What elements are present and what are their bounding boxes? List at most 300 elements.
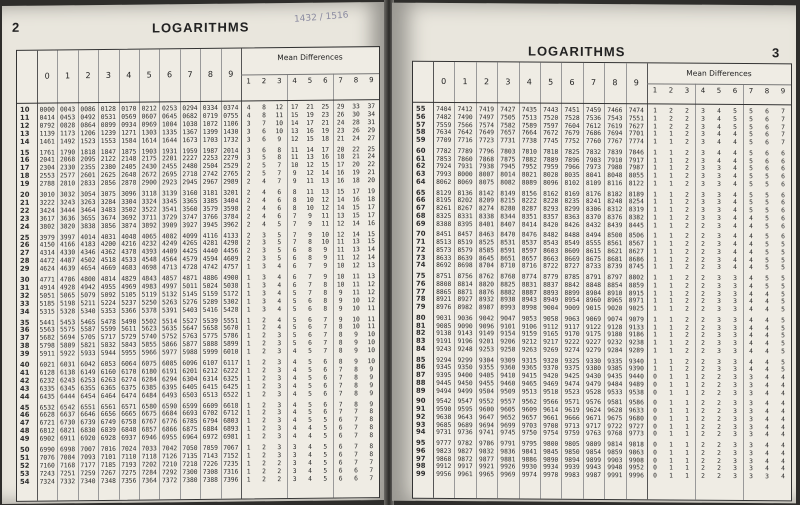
log-value: 7324 [39,478,55,486]
row-number: 79 [416,302,426,311]
log-value: 6911 [60,435,76,443]
mean-difference-value: 21 [306,103,314,111]
log-value: 9025 [628,305,644,313]
log-value: 9956 [436,470,452,479]
log-value: 7110 [121,453,137,461]
mean-difference-value: 3 [717,180,721,188]
mean-difference-value: 3 [717,264,721,272]
log-value: 9566 [543,398,559,407]
mean-difference-value: 1 [653,240,657,248]
mean-difference-value: 7 [308,262,312,270]
log-value: 9703 [521,421,537,430]
log-value: 3483 [100,206,116,214]
mean-difference-value: 6 [338,432,343,440]
log-value: 6580 [141,402,157,411]
mean-difference-value: 3 [749,442,753,450]
mean-difference-value: 1 [685,430,689,438]
row-number: 21 [20,198,30,207]
mean-difference-value: 3 [717,199,721,207]
log-value: 4425 [182,248,198,256]
mean-difference-value: 8 [277,146,282,154]
log-value: 7803 [500,148,516,156]
mean-difference-value: 1 [685,457,689,465]
log-value: 8014 [500,171,516,179]
log-value: 9576 [585,399,602,407]
mean-difference-value: 4 [308,443,312,451]
mean-difference-value: 26 [352,126,360,135]
log-value: 9965 [478,471,495,479]
mean-difference-value: 17 [367,211,376,219]
log-value: 0934 [121,121,137,129]
mean-difference-value: 1 [685,464,689,472]
mean-difference-value: 1 [246,468,251,476]
log-value: 6590 [162,402,178,410]
log-value: 4031 [100,233,116,241]
mean-difference-value: 3 [717,191,721,199]
mean-difference-value: 13 [352,238,360,246]
mean-difference-value: 6 [277,204,282,212]
column-header: 6 [569,77,575,87]
mean-difference-value: 9 [369,366,374,374]
column-header: 9 [228,69,234,79]
log-value: 5955 [121,349,137,357]
mean-difference-value: 1 [669,222,673,230]
log-value: 8382 [628,213,644,222]
log-value: 5551 [223,317,239,325]
mean-difference-value: 1 [669,206,673,214]
mean-difference-value: 16 [306,127,314,135]
mean-difference-value: 1 [246,383,251,391]
mean-difference-value: 18 [367,195,376,204]
mean-difference-value: 4 [717,107,721,115]
log-value: 6561 [100,403,116,411]
row-number: 61 [416,154,426,163]
log-value: 8176 [585,190,602,198]
mean-difference-value: 6 [292,281,297,289]
log-value: 6474 [121,392,137,400]
mean-difference-value: 5 [292,332,297,340]
log-value: 9345 [436,364,452,372]
log-value: 7152 [223,452,239,460]
mean-difference-value: 5 [292,305,297,313]
log-value: 8785 [564,273,580,281]
log-value: 8241 [585,198,602,206]
log-value: 7839 [607,148,623,156]
mean-difference-value: 1 [653,255,657,263]
log-value: 6821 [60,427,76,435]
mean-difference-value: 2 [246,178,251,186]
mean-difference-value: 4 [292,409,297,417]
log-value: 8831 [521,281,537,289]
log-value: 8561 [607,240,623,248]
log-value: 9717 [585,422,602,430]
log-value: 9809 [585,440,602,449]
mean-difference-value: 5 [765,264,769,272]
mean-difference-value: 12 [367,288,376,296]
column-header: 0 [44,71,50,81]
mean-difference-value: 5 [262,170,266,178]
mean-difference-value: 3 [277,374,282,382]
mean-difference-value: 1 [653,282,657,290]
mean-difference-value: 1 [669,297,673,305]
mean-difference-value: 1 [669,240,673,248]
mean-difference-value: 4 [292,366,297,374]
log-value: 7364 [141,476,157,485]
mean-difference-value: 6 [781,207,785,215]
mean-difference-value: 1 [669,164,673,172]
log-value: 9628 [607,407,623,415]
log-value: 9047 [500,315,516,323]
log-value: 5729 [121,333,137,342]
log-value: 7716 [457,137,473,145]
log-value: 0607 [141,113,157,121]
mean-difference-value: 9 [308,231,312,239]
mean-difference-value: 1 [669,389,673,397]
mean-difference-value: 3 [246,120,251,128]
log-value: 8149 [500,189,516,197]
mean-difference-value: 1 [246,433,251,441]
mean-difference-value: 5 [277,247,282,255]
mean-difference-value: 5 [781,348,785,356]
mean-difference-value: 9 [354,347,358,355]
log-value: 8854 [607,281,623,289]
log-value: 4843 [141,275,157,283]
log-value: 7536 [585,114,602,122]
mean-difference-value: 5 [781,340,785,348]
row-number: 23 [20,214,30,223]
log-value: 6749 [100,419,116,427]
log-value: 7924 [436,163,452,171]
mean-difference-value: 6 [781,191,785,199]
mean-difference-value: 2 [685,107,689,115]
left-page [2,2,386,504]
mean-difference-value: 4 [781,400,785,408]
log-value: 7185 [100,461,116,469]
log-value: 7597 [543,122,559,130]
log-value: 8319 [628,206,644,214]
log-value: 8739 [607,263,623,271]
row-number: 53 [20,469,30,478]
log-value: 6335 [39,385,55,393]
log-value: 8825 [500,281,516,289]
mean-difference-value: 34 [367,110,376,119]
mean-difference-value: 17 [336,161,345,169]
log-value: 9791 [500,440,516,448]
mean-difference-value: 6 [262,127,266,135]
page-number: 2 [12,19,20,35]
mean-difference-value: 1 [669,157,673,165]
log-value: 7372 [162,476,178,484]
log-value: 8927 [457,296,473,304]
mean-difference-value: 0 [653,373,657,381]
row-number: 29 [20,264,30,273]
mean-difference-value: 3 [292,451,297,459]
row-number: 42 [20,376,30,385]
log-value: 9609 [521,406,537,414]
mean-difference-value: 3 [277,366,282,375]
column-header: 9 [633,78,639,88]
log-value: 5977 [162,349,178,357]
log-value: 7275 [121,469,137,477]
log-value: 6875 [182,426,198,434]
row-number: 47 [20,419,30,428]
handwritten-note: 1432 / 1516 [293,10,349,25]
log-value: 4886 [202,274,218,282]
log-value: 1367 [182,128,198,136]
mean-difference-value: 5 [323,443,328,451]
log-value: 2122 [100,156,116,164]
mean-difference-value: 5 [323,424,328,432]
mean-difference-value: 6 [765,108,769,116]
mean-difference-value: 17 [306,119,314,127]
log-value: 9063 [564,315,580,323]
mean-difference-value: 14 [352,230,360,238]
mean-difference-value: 4 [749,347,753,355]
log-value: 7251 [60,469,76,478]
mean-difference-value: 10 [275,119,284,127]
log-value: 8274 [478,205,495,213]
log-value: 2014 [223,147,239,155]
mean-difference-value: 25 [321,103,330,111]
mean-difference-value: 2 [262,340,266,348]
log-value: 9489 [628,380,644,389]
mean-difference-value: 2 [701,373,705,381]
log-value: 8820 [478,280,495,289]
log-value: 8651 [500,254,516,262]
log-value: 3747 [182,213,198,221]
log-value: 4346 [80,249,96,257]
mean-difference-value: 1 [669,399,673,407]
log-value: 6946 [141,434,157,442]
mean-difference-value: 2 [246,255,251,263]
mean-difference-value: 16 [352,196,360,204]
mean-difference-value: 3 [733,373,737,381]
log-value: 8751 [436,272,452,281]
log-value: 9350 [457,364,473,372]
mean-difference-value: 10 [352,323,360,331]
mean-difference-value: 1 [669,423,673,431]
mean-difference-value: 4 [733,199,737,207]
log-value: 4742 [202,263,218,272]
mean-difference-value: 1 [669,263,673,271]
mean-difference-value: 2 [262,348,266,356]
mean-difference-value: 13 [290,127,299,135]
mean-difference-value: 3 [717,240,721,248]
log-value: 3945 [202,221,218,229]
column-header: 3 [105,70,111,80]
log-value: 9430 [585,372,602,381]
mean-difference-value: 4 [765,408,769,416]
mean-difference-value: 10 [352,315,360,323]
row-number: 41 [20,368,30,377]
log-value: 3874 [121,222,137,230]
log-value: 8075 [478,178,495,187]
mean-difference-value: 4 [308,459,312,467]
log-value: 2041 [39,156,55,165]
log-value: 9180 [607,331,623,339]
log-value: 7474 [628,107,644,115]
log-value: 8280 [500,205,516,213]
log-value: 7505 [500,114,516,122]
log-value: 9159 [521,330,537,338]
log-value: 8779 [543,273,559,281]
mean-difference-value: 2 [685,172,689,180]
log-value: 6222 [223,367,239,375]
row-number: 71 [416,237,426,246]
log-value: 9504 [478,387,495,395]
mean-difference-value: 4 [765,431,769,439]
row-number: 98 [416,462,426,471]
mean-difference-value: 10 [336,281,345,289]
log-value: 7649 [478,129,495,137]
log-value: 0453 [60,114,76,122]
log-value: 3909 [162,221,178,229]
mean-difference-value: 1 [685,399,689,407]
log-value: 4298 [223,239,239,248]
log-value: 5185 [39,300,55,308]
log-value: 5658 [202,325,218,333]
row-number: 18 [20,171,30,181]
log-value: 7760 [585,137,602,146]
mean-difference-value: 3 [733,282,737,290]
mean-difference-value: 3 [717,256,721,264]
mean-difference-value: 7 [292,231,297,239]
mean-difference-value: 8 [354,400,358,408]
mean-difference-value: 4 [277,305,282,313]
row-number: 22 [20,206,30,215]
log-value: 9894 [564,456,580,464]
mean-difference-value: 1 [246,359,251,367]
mean-difference-value: 1 [653,172,657,180]
mean-difference-value: 8 [338,331,343,339]
mean-difference-value: 2 [701,457,705,465]
log-value: 7316 [223,468,239,476]
mean-difference-value: 2 [246,205,251,213]
mean-difference-value: 2 [685,305,689,313]
mean-difference-value: 2 [685,191,689,199]
log-value: 4265 [182,240,198,248]
row-number: 72 [416,245,426,254]
log-value: 9552 [478,398,495,406]
mean-difference-value: 1 [246,452,251,460]
log-value: 9547 [457,398,473,406]
log-value: 9186 [628,331,644,339]
mean-difference-value: 11 [367,304,376,312]
row-number: 24 [20,222,30,231]
log-value: 8357 [543,213,559,221]
row-number: 74 [416,261,426,270]
mean-difference-value: 7 [781,123,785,131]
mean-difference-value: 2 [717,381,721,389]
log-value: 6839 [100,427,116,435]
mean-difference-value: 4 [749,298,753,306]
mean-difference-value: 4 [749,306,753,314]
mean-difference-value: 6 [338,424,343,432]
log-value: 0212 [141,105,157,113]
log-value: 9232 [607,339,623,347]
mean-difference-value: 2 [685,206,689,214]
mean-difference-value: 7 [354,416,358,424]
log-value: 6180 [141,368,157,376]
log-value: 6830 [80,427,96,435]
log-value: 8802 [628,274,644,282]
mean-difference-value: 5 [292,289,297,297]
mean-difference-value: 4 [733,172,737,180]
mean-difference-value: 1 [246,460,251,468]
mean-difference-value: 11 [352,289,360,297]
row-number: 54 [20,477,30,486]
log-value: 8222 [521,197,537,205]
mean-difference-value: 4 [292,417,297,425]
log-value: 3838 [80,222,96,230]
log-value: 6628 [39,411,55,420]
mean-difference-value: 3 [701,191,705,199]
mean-difference-value: 10 [306,204,314,212]
log-value: 5490 [121,318,137,326]
log-value: 1553 [100,137,116,145]
mean-difference-value: 1 [653,198,657,206]
log-value: 7966 [564,164,580,172]
mean-difference-value: 2 [701,282,705,290]
mean-difference-value: 5 [308,382,312,390]
log-value: 4698 [141,264,157,272]
mean-difference-value: 24 [352,134,360,142]
log-value: 8692 [436,262,452,270]
log-value: 9440 [628,373,644,381]
log-value: 8293 [543,205,559,213]
mean-difference-value: 9 [308,212,312,220]
mean-difference-value: 2 [701,415,705,423]
log-value: 6415 [202,383,218,391]
log-value: 8899 [564,289,580,297]
log-value: 8976 [436,303,452,312]
log-value: 6990 [39,446,55,454]
log-value: 5563 [39,326,55,335]
mean-difference-value: 9 [323,254,328,262]
mean-difference-value: 4 [246,104,251,112]
log-value: 8791 [585,273,602,282]
mean-difference-value: 4 [781,450,785,458]
log-value: 3160 [182,189,198,198]
mean-difference-value: 3 [733,366,737,374]
log-value: 5988 [182,349,198,357]
row-number: 60 [416,146,426,155]
log-value: 2878 [121,179,137,187]
log-value: 9227 [585,338,602,347]
log-value: 6444 [60,392,76,400]
log-value: 4330 [60,249,76,257]
mean-difference-value: 19 [321,127,330,135]
mean-difference-value: 8 [292,188,297,196]
log-value: 6375 [121,384,137,392]
log-value: 6010 [223,348,239,356]
log-value: 4533 [121,256,137,264]
log-value: 9886 [521,455,537,464]
row-number: 26 [20,241,30,250]
log-value: 4502 [80,257,96,265]
mean-difference-value: 4 [733,264,737,272]
mean-difference-value: 1 [246,282,251,290]
mean-difference-value: 15 [321,161,330,169]
mean-difference-value: 5 [749,165,753,173]
log-value: 5877 [182,341,198,349]
mean-difference-value: 5 [781,298,785,306]
row-number: 77 [416,287,426,296]
column-header: 1 [65,71,71,81]
row-number: 73 [416,253,426,262]
mean-difference-value: 5 [765,282,769,290]
log-value: 6981 [223,433,239,441]
